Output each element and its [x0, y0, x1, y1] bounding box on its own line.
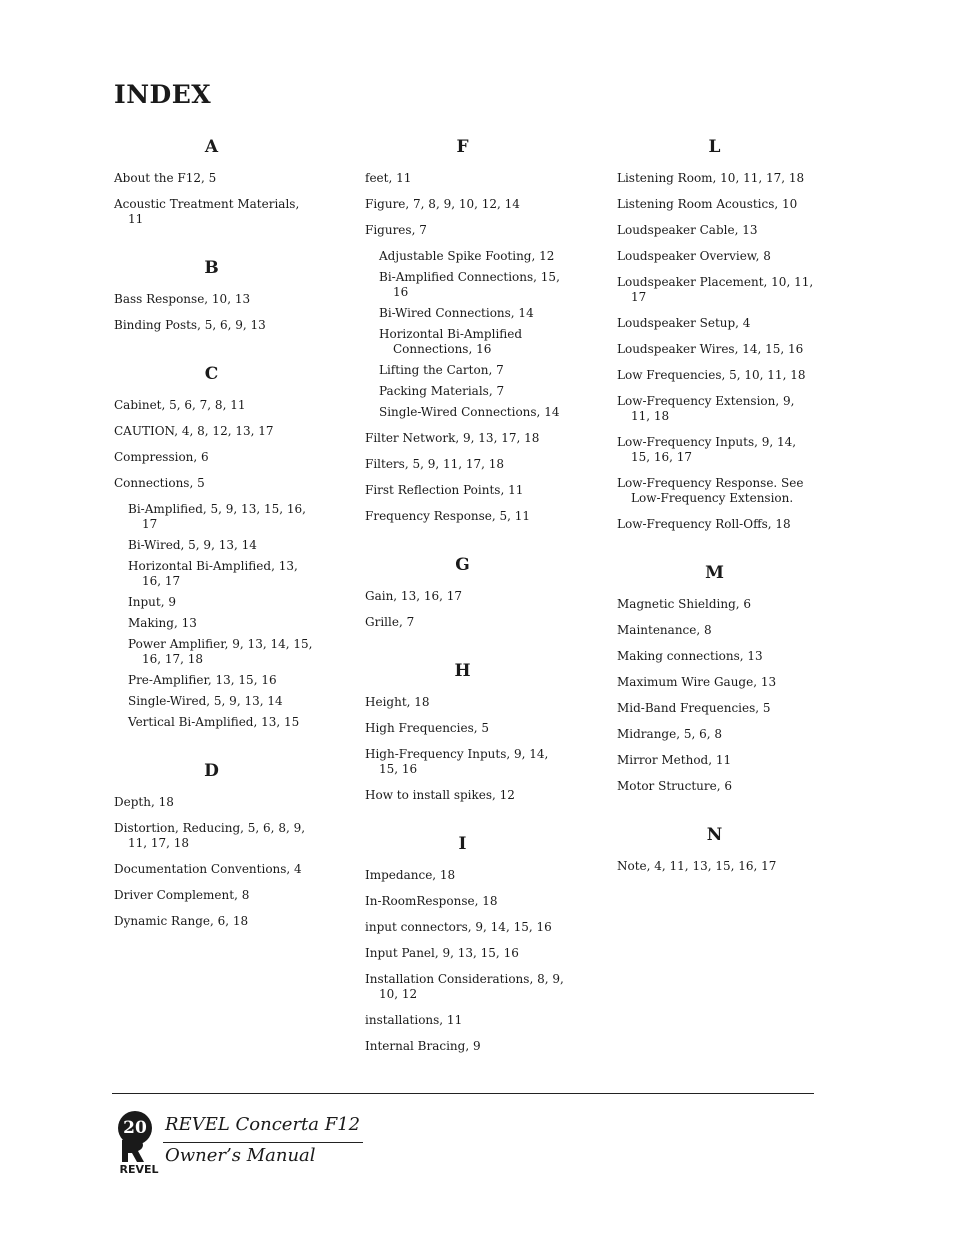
page-number-badge: 20: [118, 1111, 152, 1145]
index-entry: CAUTION, 4, 8, 12, 13, 17: [114, 424, 274, 438]
index-entry: Dynamic Range, 6, 18: [114, 914, 249, 928]
index-entry: Note, 4, 11, 13, 15, 16, 17: [617, 859, 777, 873]
index-entry: First Reflection Points, 11: [365, 483, 524, 497]
index-subentry: Making, 13: [128, 616, 197, 630]
index-subentry: Adjustable Spike Footing, 12: [379, 249, 555, 263]
index-letter-heading: A: [204, 137, 219, 157]
index-subentry: Horizontal Bi-Amplified, 13, 16, 17: [128, 559, 298, 588]
index-section-i: [365, 833, 565, 1054]
index-letter-heading: M: [705, 563, 724, 583]
index-entry: Low-Frequency Roll-Offs, 18: [617, 517, 791, 531]
page-title: INDEX: [114, 80, 212, 109]
index-entry: High Frequencies, 5: [365, 721, 490, 735]
index-entry: Listening Room, 10, 11, 17, 18: [617, 171, 805, 185]
index-subentry: Vertical Bi-Amplified, 13, 15: [128, 715, 300, 729]
index-entry: Filter Network, 9, 13, 17, 18: [365, 431, 540, 445]
index-entry: Magnetic Shielding, 6: [617, 597, 752, 611]
index-subentry: Lifting the Carton, 7: [379, 363, 504, 377]
index-letter-heading: L: [708, 137, 721, 157]
index-subentry: Bi-Amplified Connections, 15, 16: [379, 270, 560, 299]
index-entry: Low-Frequency Response. See Low-Frequency Extension.: [617, 476, 804, 505]
index-section-n: [617, 824, 817, 874]
index-letter-heading: F: [456, 137, 469, 157]
index-entry: Low Frequencies, 5, 10, 11, 18: [617, 368, 806, 382]
index-entry: Motor Structure, 6: [617, 779, 732, 793]
index-section-a: [114, 136, 314, 227]
index-letter-heading: G: [455, 555, 470, 575]
index-section-b: [114, 257, 314, 333]
index-entry: Height, 18: [365, 695, 430, 709]
index-subentry: Packing Materials, 7: [379, 384, 505, 398]
index-subentry: Pre-Amplifier, 13, 15, 16: [128, 673, 277, 687]
footer-document-name: Owner’s Manual: [165, 1145, 316, 1166]
index-entry: Loudspeaker Placement, 10, 11, 17: [617, 275, 814, 304]
index-entry: About the F12, 5: [114, 171, 217, 185]
index-letter-heading: H: [454, 661, 471, 681]
index-entry: Making connections, 13: [617, 649, 763, 663]
index-column-1: [114, 136, 314, 959]
index-entry: Low-Frequency Inputs, 9, 14, 15, 16, 17: [617, 435, 797, 464]
index-entry: Bass Response, 10, 13: [114, 292, 251, 306]
footer-product-name: REVEL Concerta F12: [165, 1114, 361, 1135]
index-entry: Frequency Response, 5, 11: [365, 509, 531, 523]
footer-divider: [112, 1093, 814, 1094]
index-entry: input connectors, 9, 14, 15, 16: [365, 920, 552, 934]
index-entry: Maximum Wire Gauge, 13: [617, 675, 777, 689]
index-entry: Mirror Method, 11: [617, 753, 732, 767]
index-entry: Mid-Band Frequencies, 5: [617, 701, 771, 715]
index-entry: Filters, 5, 9, 11, 17, 18: [365, 457, 505, 471]
index-entry: Compression, 6: [114, 450, 209, 464]
index-subentry: Bi-Wired, 5, 9, 13, 14: [128, 538, 257, 552]
revel-logo-icon: [118, 1136, 160, 1176]
index-section-h: [365, 660, 565, 803]
index-entry: Midrange, 5, 6, 8: [617, 727, 722, 741]
index-entry: Input Panel, 9, 13, 15, 16: [365, 946, 519, 960]
index-subentry: Single-Wired, 5, 9, 13, 14: [128, 694, 283, 708]
index-letter-heading: N: [706, 825, 723, 845]
index-entry: Loudspeaker Wires, 14, 15, 16: [617, 342, 804, 356]
index-column-3: [617, 136, 817, 904]
index-entry: Distortion, Reducing, 5, 6, 8, 9, 11, 17, 18: [114, 821, 306, 850]
index-entry: Listening Room Acoustics, 10: [617, 197, 798, 211]
index-entry: Driver Complement, 8: [114, 888, 250, 902]
index-entry: Installation Considerations, 8, 9, 10, 12: [365, 972, 564, 1001]
index-section-d: [114, 760, 314, 929]
index-subentry: Input, 9: [128, 595, 176, 609]
index-subentry: Bi-Amplified, 5, 9, 13, 15, 16, 17: [128, 502, 306, 531]
index-section-g: [365, 554, 565, 630]
index-entry: Maintenance, 8: [617, 623, 712, 637]
index-subentry: Single-Wired Connections, 14: [379, 405, 560, 419]
index-entry: installations, 11: [365, 1013, 463, 1027]
index-entry: Impedance, 18: [365, 868, 456, 882]
index-entry: Figures, 7: [365, 223, 427, 237]
index-entry: Loudspeaker Cable, 13: [617, 223, 758, 237]
index-entry: Low-Frequency Extension, 9, 11, 18: [617, 394, 795, 423]
index-section-c: [114, 363, 314, 730]
index-entry: How to install spikes, 12: [365, 788, 515, 802]
index-entry: Depth, 18: [114, 795, 174, 809]
index-entry: Cabinet, 5, 6, 7, 8, 11: [114, 398, 246, 412]
index-letter-heading: B: [204, 258, 219, 278]
index-subentry: Horizontal Bi-Amplified Connections, 16: [379, 327, 523, 356]
index-letter-heading: C: [204, 364, 219, 384]
index-entry: Grille, 7: [365, 615, 415, 629]
index-entry: Documentation Conventions, 4: [114, 862, 302, 876]
index-section-m: [617, 562, 817, 794]
index-entry: Internal Bracing, 9: [365, 1039, 481, 1053]
index-letter-heading: D: [204, 761, 219, 781]
index-entry: feet, 11: [365, 171, 412, 185]
index-subentry: Power Amplifier, 9, 13, 14, 15, 16, 17, 18: [128, 637, 313, 666]
footer-title-divider: [163, 1142, 363, 1143]
index-letter-heading: I: [458, 834, 467, 854]
index-entry: Gain, 13, 16, 17: [365, 589, 463, 603]
index-entry: Acoustic Treatment Materials, 11: [114, 197, 300, 226]
index-entry: Loudspeaker Setup, 4: [617, 316, 751, 330]
index-entry: Connections, 5: [114, 476, 205, 490]
revel-logo-text: REVEL: [119, 1163, 159, 1176]
index-entry: In-RoomResponse, 18: [365, 894, 498, 908]
index-entry: High-Frequency Inputs, 9, 14, 15, 16: [365, 747, 549, 776]
index-subentry: Bi-Wired Connections, 14: [379, 306, 534, 320]
index-column-2: [365, 136, 565, 1084]
index-section-f: [365, 136, 565, 524]
index-entry: Figure, 7, 8, 9, 10, 12, 14: [365, 197, 520, 211]
index-section-l: [617, 136, 817, 532]
index-entry: Binding Posts, 5, 6, 9, 13: [114, 318, 266, 332]
index-entry: Loudspeaker Overview, 8: [617, 249, 771, 263]
